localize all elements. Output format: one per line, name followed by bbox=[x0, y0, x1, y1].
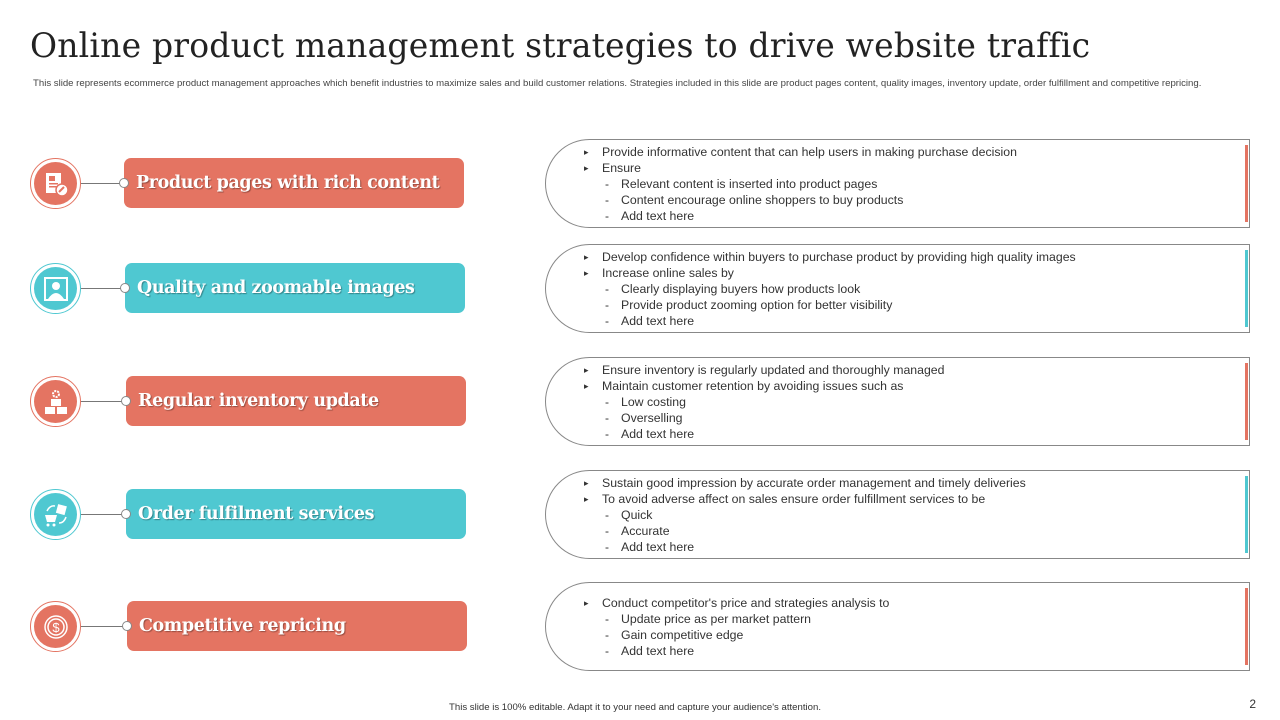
dash-item: - Relevant content is inserted into product pages bbox=[605, 177, 878, 191]
bullet-item: ▸ Sustain good impression by accurate order management and timely deliveries bbox=[584, 476, 1026, 490]
svg-text:$: $ bbox=[51, 619, 60, 635]
strategy-details-box bbox=[545, 357, 1250, 446]
dash-item: - Update price as per market pattern bbox=[605, 612, 812, 626]
dash-item: - Accurate bbox=[605, 524, 670, 538]
connector-line bbox=[81, 514, 126, 515]
connector-line bbox=[81, 288, 125, 289]
strategy-details-box bbox=[545, 139, 1250, 228]
accent-bar bbox=[1245, 145, 1248, 222]
connector-dot bbox=[121, 396, 131, 406]
bullet-item: ▸ Provide informative content that can help users in making purchase decision bbox=[584, 145, 1017, 159]
strategy-label: Product pages with rich content bbox=[124, 158, 464, 208]
user-image-icon bbox=[30, 263, 81, 314]
dash-item: - Provide product zooming option for better visibility bbox=[605, 298, 893, 312]
page-number: 2 bbox=[1249, 697, 1256, 711]
bullet-item: ▸ Conduct competitor's price and strategies analysis to bbox=[584, 596, 890, 610]
connector-dot bbox=[119, 178, 129, 188]
accent-bar bbox=[1245, 363, 1248, 440]
dash-item: - Low costing bbox=[605, 395, 686, 409]
strategy-label: Quality and zoomable images bbox=[125, 263, 465, 313]
footer-note: This slide is 100% editable. Adapt it to your need and capture your audience's attention. bbox=[449, 702, 821, 713]
dash-item: - Quick bbox=[605, 508, 653, 522]
bullet-item: ▸ Maintain customer retention by avoiding issues such as bbox=[584, 379, 904, 393]
dash-item: - Content encourage online shoppers to buy products bbox=[605, 193, 904, 207]
dash-item: - Clearly displaying buyers how products look bbox=[605, 282, 861, 296]
strategy-label: Competitive repricing bbox=[127, 601, 467, 651]
bullet-item: ▸ Ensure bbox=[584, 161, 641, 175]
accent-bar bbox=[1245, 250, 1248, 327]
strategy-details-box bbox=[545, 470, 1250, 559]
connector-dot bbox=[121, 509, 131, 519]
bullet-item: ▸ Increase online sales by bbox=[584, 266, 734, 280]
dash-item: - Add text here bbox=[605, 540, 695, 554]
slide-subtitle: This slide represents ecommerce product management approaches which benefit industries to maximize sales and build customer relations. Strategies included in this slide are product pages content, quality images, inventory update, order fulfillment and competitive repricing. bbox=[33, 78, 1202, 89]
dash-item: - Gain competitive edge bbox=[605, 628, 744, 642]
dollar-coin-icon bbox=[30, 601, 81, 652]
dash-item: - Add text here bbox=[605, 644, 695, 658]
connector-line bbox=[81, 626, 127, 627]
dash-item: - Overselling bbox=[605, 411, 683, 425]
slide-title: Online product management strategies to drive website traffic bbox=[30, 26, 1091, 66]
bullet-item: ▸ Ensure inventory is regularly updated and thoroughly managed bbox=[584, 363, 945, 377]
strategy-details-box bbox=[545, 244, 1250, 333]
accent-bar bbox=[1245, 588, 1248, 665]
document-edit-icon bbox=[30, 158, 81, 209]
dash-item: - Add text here bbox=[605, 427, 695, 441]
dash-item: - Add text here bbox=[605, 209, 695, 223]
connector-line bbox=[81, 183, 124, 184]
accent-bar bbox=[1245, 476, 1248, 553]
strategy-label: Order fulfilment services bbox=[126, 489, 466, 539]
connector-line bbox=[81, 401, 126, 402]
strategy-label: Regular inventory update bbox=[126, 376, 466, 426]
inventory-boxes-icon bbox=[30, 376, 81, 427]
bullet-item: ▸ Develop confidence within buyers to purchase product by providing high quality images bbox=[584, 250, 1076, 264]
connector-dot bbox=[120, 283, 130, 293]
bullet-item: ▸ To avoid adverse affect on sales ensure order fulfillment services to be bbox=[584, 492, 986, 506]
cart-delivery-icon bbox=[30, 489, 81, 540]
strategy-details-box bbox=[545, 582, 1250, 671]
connector-dot bbox=[122, 621, 132, 631]
dash-item: - Add text here bbox=[605, 314, 695, 328]
